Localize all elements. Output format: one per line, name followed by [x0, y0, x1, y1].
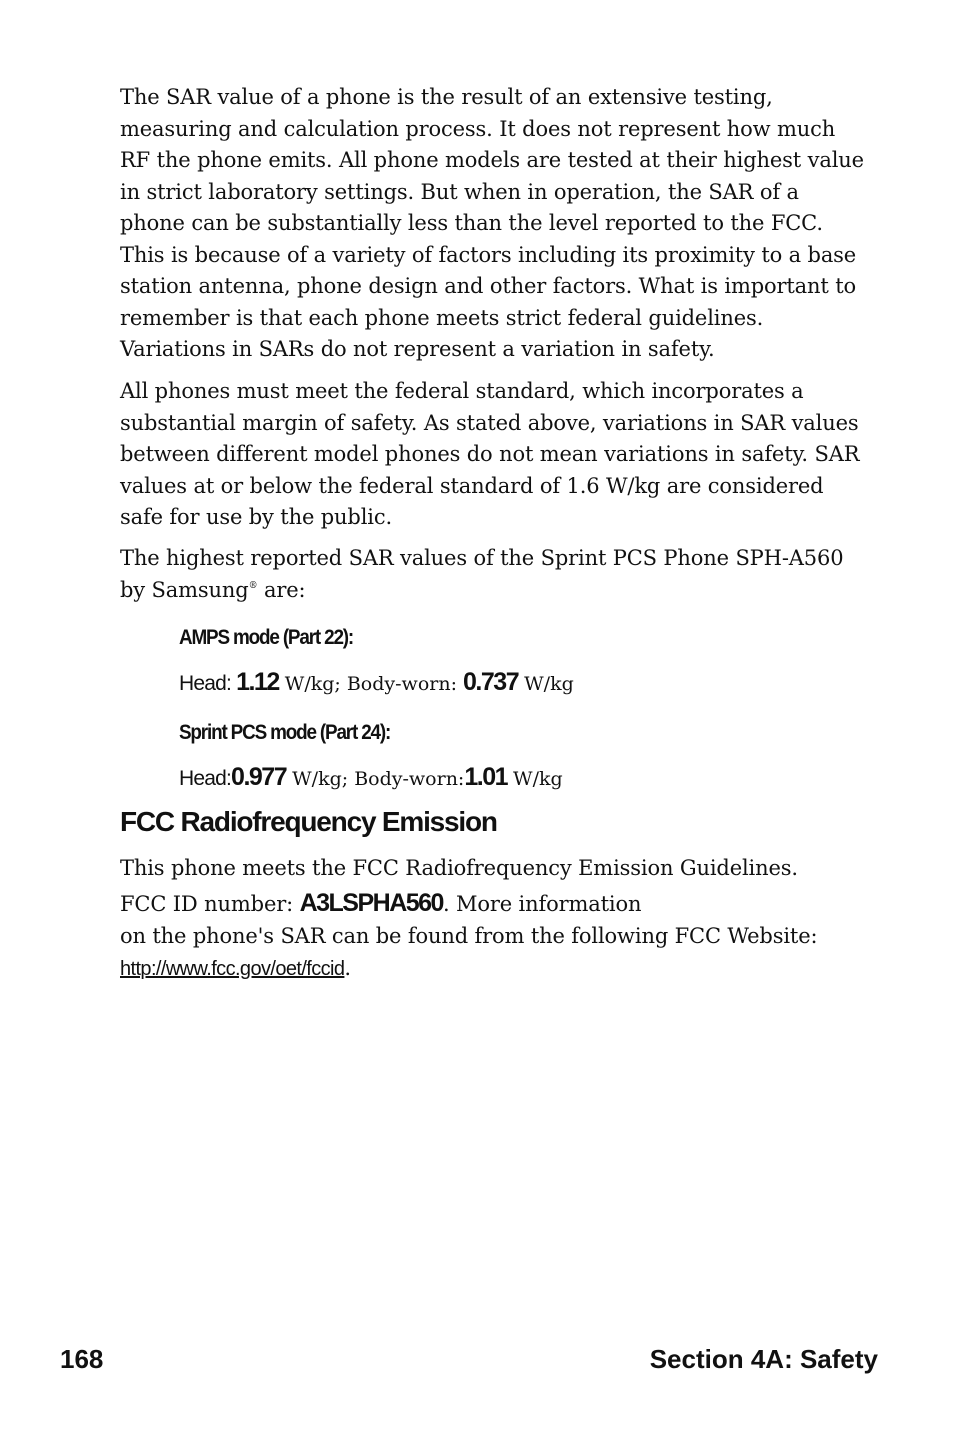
pcs-head-unit: W/kg; Body-worn: [286, 768, 465, 790]
fcc-website-intro: on the phone's SAR can be found from the following FCC Website: [120, 924, 818, 948]
section-title: Section 4A: Safety [649, 1344, 878, 1374]
amps-sar-values [179, 668, 574, 697]
fcc-id-line [120, 889, 641, 918]
pcs-body-unit: W/kg [507, 768, 563, 790]
pcs-mode-heading: Sprint PCS mode (Part 24): [179, 721, 391, 744]
fcc-link-period: . [344, 956, 351, 980]
highest-sar-intro-paragraph [120, 543, 865, 606]
highest-sar-intro-end: are: [257, 577, 306, 602]
highest-sar-intro-text: The highest reported SAR values of the Sprint PCS Phone SPH-A560 by Samsung [120, 546, 844, 602]
amps-head-value: 1.12 [236, 668, 279, 696]
pcs-head-value: 0.977 [231, 763, 287, 791]
fcc-id-number: A3LSPHA560 [299, 889, 443, 917]
amps-head-unit: W/kg; Body-worn: [278, 673, 464, 695]
pcs-sar-values [179, 763, 563, 792]
page-number: 168 [60, 1344, 104, 1374]
sar-explanation-paragraph: The SAR value of a phone is the result of an extensive testing, measuring and calculation process. It does not represent how much RF the phone emits. All phone models are tested at their highest value in strict laboratory settings. But when in operation, the SAR of a phone can be substantially less than the level reported to the FCC. This is because of a variety of factors including its proximity to a base station antenna, phone design and other factors. What is important to remember is that each phone meets strict federal guidelines. Variations in SARs do not represent a variation in safety. [120, 85, 864, 361]
fcc-id-suffix: . More information [442, 892, 642, 916]
fcc-website-link[interactable]: http://www.fcc.gov/oet/fccid [120, 958, 345, 980]
fcc-emission-heading: FCC Radiofrequency Emission [120, 806, 497, 837]
amps-body-unit: W/kg [518, 673, 574, 695]
amps-body-value: 0.737 [463, 668, 519, 696]
pcs-body-value: 1.01 [464, 763, 508, 791]
federal-standard-paragraph: All phones must meet the federal standard, which incorporates a substantial margin of safety. As stated above, variations in SAR values between different model phones do not mean variations in safety. SAR values at or below the federal standard of 1.6 W/kg are considered safe for use by the public. [120, 379, 860, 529]
registered-mark: ® [248, 580, 258, 591]
amps-mode-heading: AMPS mode (Part 22): [179, 626, 354, 649]
fcc-id-prefix: FCC ID number: [120, 892, 300, 916]
amps-head-label: Head: [179, 672, 237, 695]
fcc-link-line [120, 956, 351, 981]
pcs-head-label: Head: [179, 767, 232, 790]
fcc-guidelines-text: This phone meets the FCC Radiofrequency Emission Guidelines. [120, 856, 798, 880]
